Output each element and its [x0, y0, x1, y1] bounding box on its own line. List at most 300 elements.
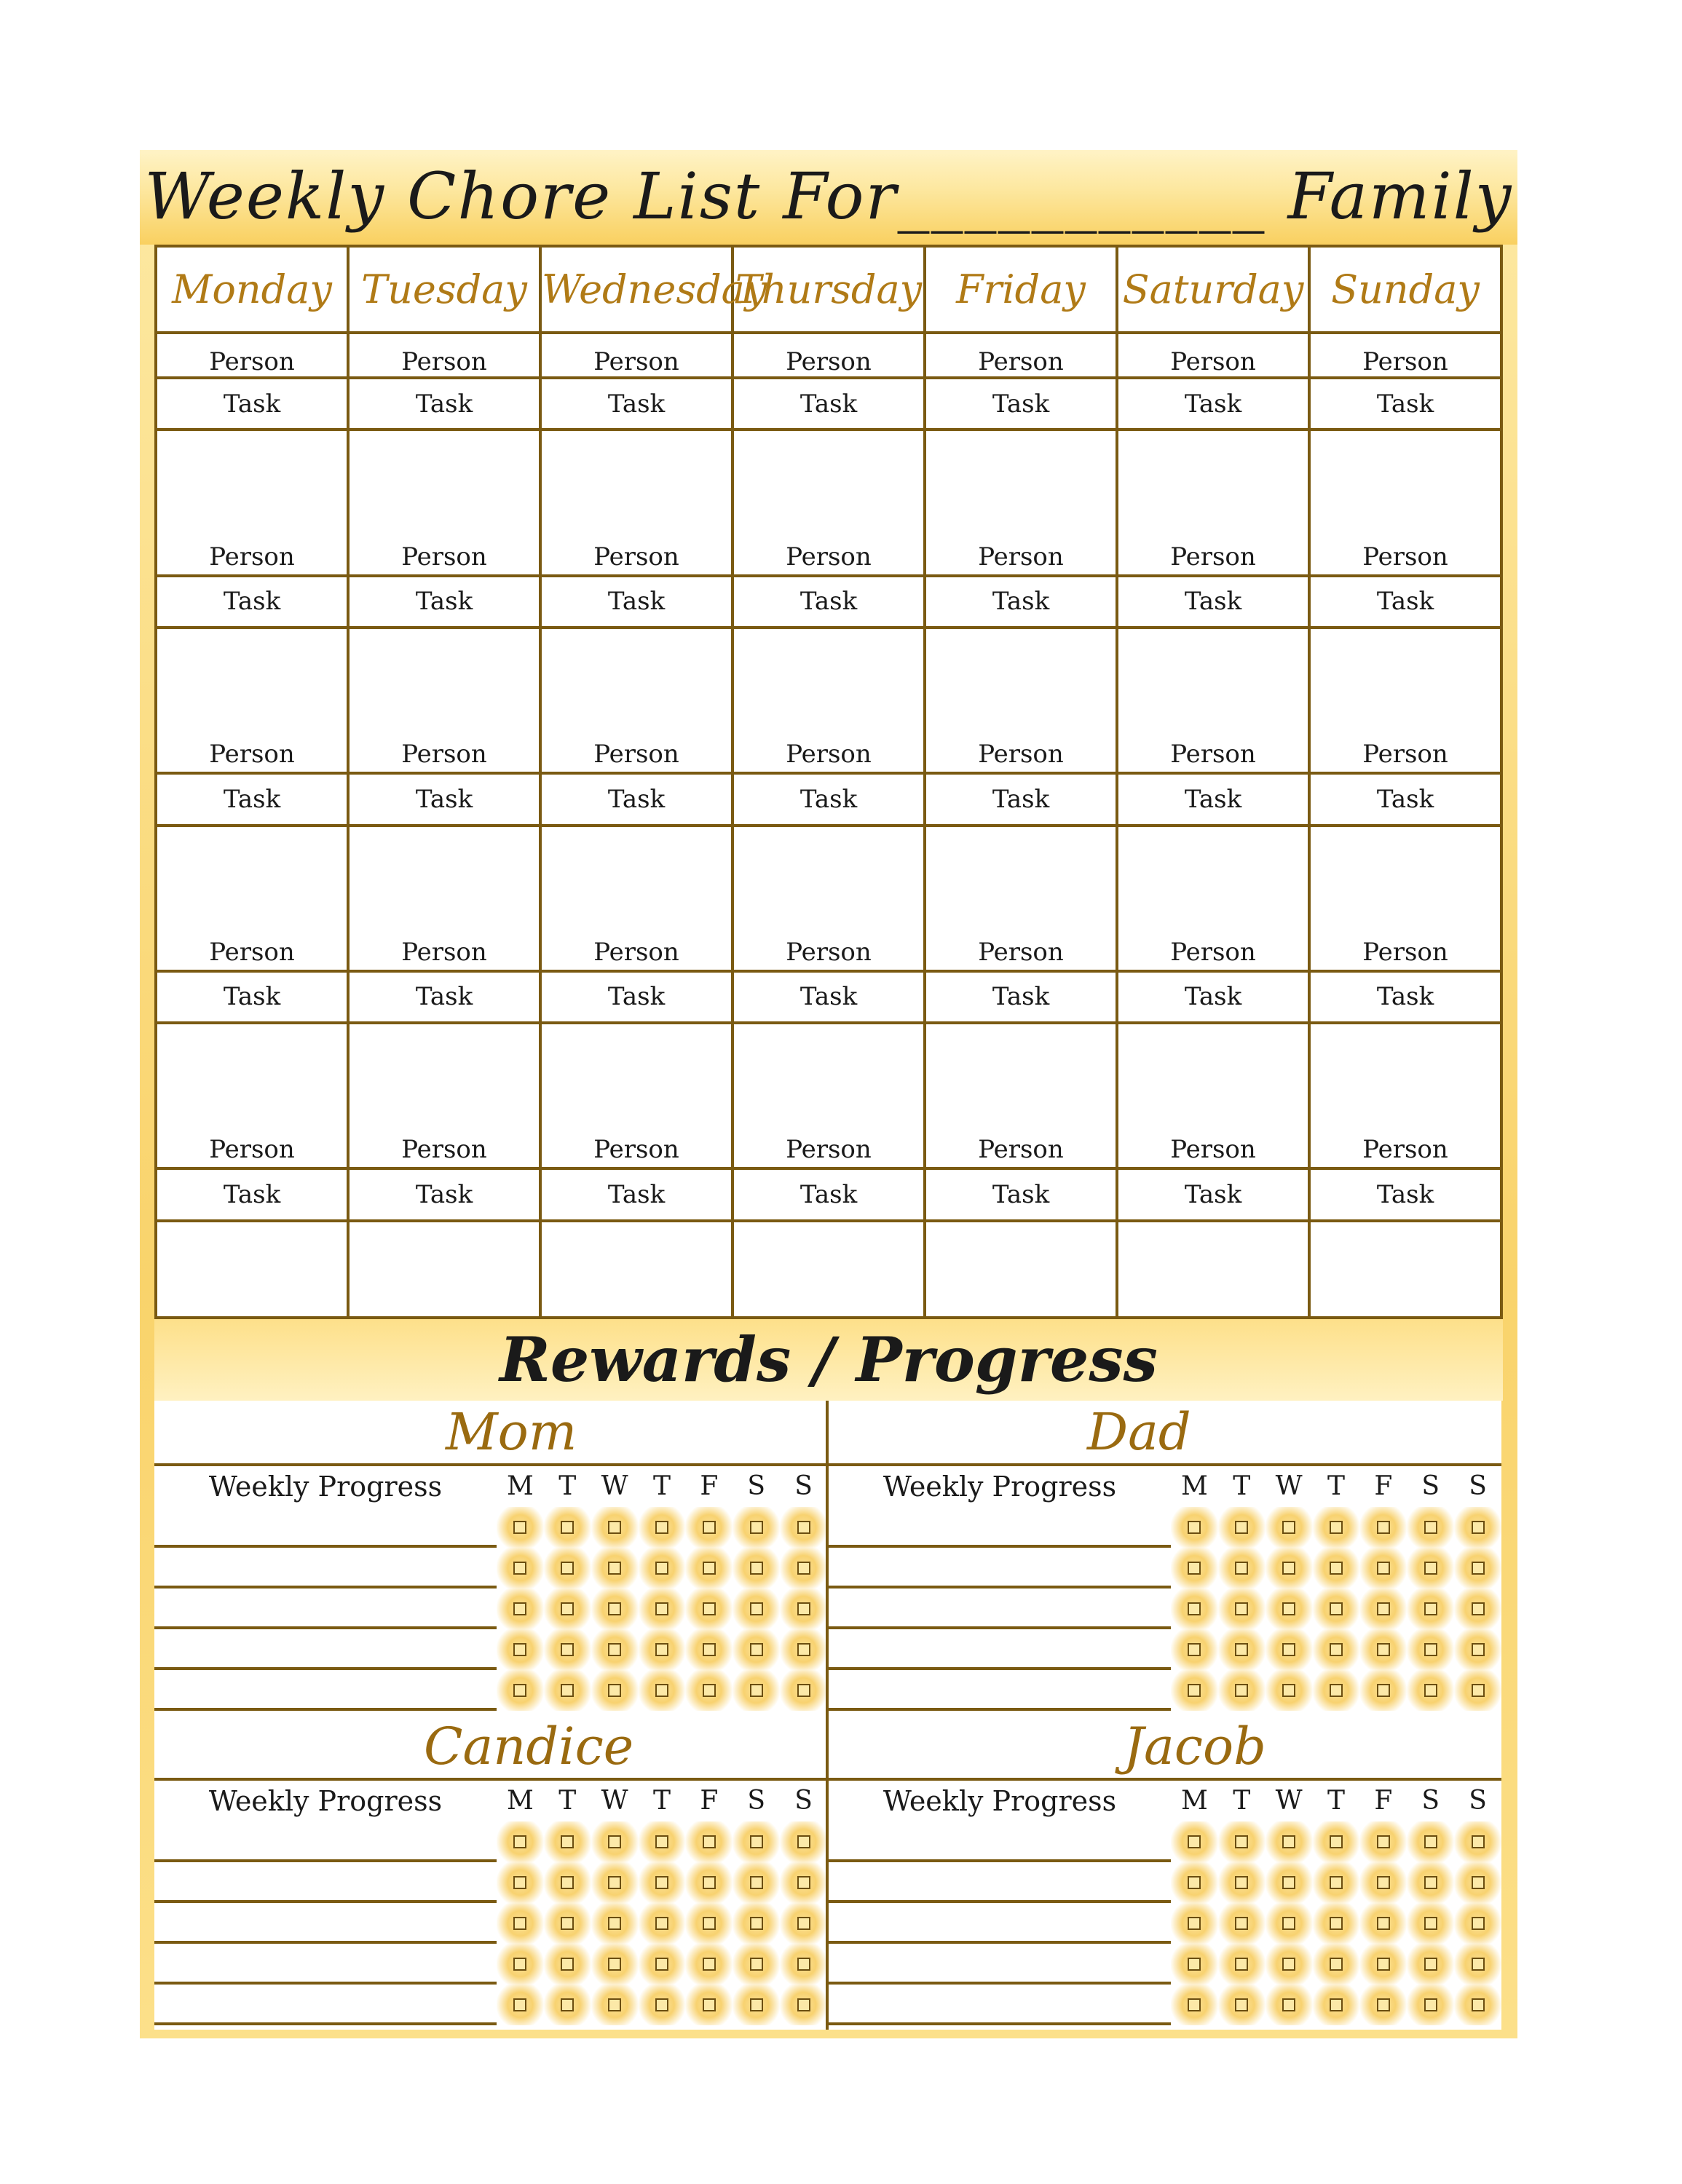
- checkbox[interactable]: [1282, 1562, 1295, 1575]
- checkbox[interactable]: [703, 1876, 716, 1889]
- checkbox-cell: [1407, 1507, 1454, 1548]
- write-in-line[interactable]: [154, 1588, 497, 1629]
- checkbox-cell: [780, 1670, 827, 1711]
- write-in-line[interactable]: [829, 1670, 1171, 1711]
- checkbox[interactable]: [655, 1643, 668, 1656]
- task-cell: Task: [1117, 576, 1309, 628]
- checkbox[interactable]: [1188, 1917, 1201, 1930]
- day-letter: S: [794, 1471, 813, 1501]
- day-header-sunday: Sunday: [1309, 246, 1501, 333]
- person-cell: Person: [1309, 826, 1501, 971]
- write-in-line[interactable]: [154, 1985, 497, 2025]
- checkbox-cell: [497, 1629, 544, 1670]
- checkbox[interactable]: [797, 1602, 810, 1615]
- checkbox[interactable]: [1282, 1876, 1295, 1889]
- write-in-line[interactable]: [829, 1548, 1171, 1588]
- checkbox[interactable]: [703, 1602, 716, 1615]
- checkbox[interactable]: [1188, 1562, 1201, 1575]
- checkbox-cell: [1454, 1507, 1501, 1548]
- progress-row: [154, 1821, 827, 1862]
- write-in-line[interactable]: [154, 1548, 497, 1588]
- day-letters: [1171, 1781, 1501, 1821]
- checkbox[interactable]: [1235, 1643, 1248, 1656]
- checkbox[interactable]: [561, 1602, 574, 1615]
- write-in-line[interactable]: [829, 1629, 1171, 1670]
- checkbox-cell: [544, 1507, 591, 1548]
- write-in-line[interactable]: [154, 1507, 497, 1548]
- checkbox-cell: [1359, 1548, 1407, 1588]
- person-cell: Person: [733, 430, 925, 575]
- checkbox[interactable]: [561, 1876, 574, 1889]
- checkbox[interactable]: [655, 1876, 668, 1889]
- person-cell: Person: [1117, 1023, 1309, 1168]
- checkbox[interactable]: [1472, 1835, 1485, 1848]
- task-cell: Task: [733, 971, 925, 1023]
- checkbox-cell: [1313, 1548, 1360, 1588]
- progress-row: [154, 1629, 827, 1670]
- checkbox-cell: [1218, 1588, 1266, 1629]
- task-cell: Task: [348, 576, 540, 628]
- checkbox[interactable]: [703, 1917, 716, 1930]
- checkbox-cell: [1266, 1903, 1313, 1944]
- weekly-progress-label: Weekly Progress: [883, 1785, 1117, 1817]
- checkbox[interactable]: [1377, 1562, 1390, 1575]
- checkbox[interactable]: [561, 1917, 574, 1930]
- checkbox-cell: [497, 1670, 544, 1711]
- checkbox-cell: [1218, 1862, 1266, 1903]
- write-in-line[interactable]: [829, 1821, 1171, 1862]
- checkbox-cell: [733, 1821, 780, 1862]
- checkbox-cell: [780, 1507, 827, 1548]
- checkbox[interactable]: [513, 1958, 526, 1971]
- checkbox-cell: [497, 1548, 544, 1588]
- day-header-friday: Friday: [925, 246, 1117, 333]
- progress-row: [829, 1629, 1501, 1670]
- checkbox[interactable]: [1282, 1958, 1295, 1971]
- checkbox-cell: [497, 1903, 544, 1944]
- checkbox[interactable]: [655, 1958, 668, 1971]
- checkbox-cell: [1266, 1944, 1313, 1985]
- empty-cell[interactable]: [348, 1221, 540, 1318]
- day-letter: T: [558, 1786, 577, 1816]
- checkbox[interactable]: [1377, 1602, 1390, 1615]
- progress-panel-dad: [829, 1401, 1501, 1715]
- person-cell: Person: [348, 430, 540, 575]
- checkbox[interactable]: [1235, 1917, 1248, 1930]
- checkbox[interactable]: [1472, 1876, 1485, 1889]
- checkbox[interactable]: [1424, 1562, 1437, 1575]
- checkbox[interactable]: [513, 1835, 526, 1848]
- checkbox[interactable]: [703, 1562, 716, 1575]
- write-in-line[interactable]: [154, 1821, 497, 1862]
- checkbox[interactable]: [655, 1835, 668, 1848]
- progress-row: [154, 1862, 827, 1903]
- empty-cell[interactable]: [156, 1221, 348, 1318]
- person-cell: Person: [733, 826, 925, 971]
- checkbox[interactable]: [1235, 1602, 1248, 1615]
- checkbox-cell: [1359, 1629, 1407, 1670]
- day-letter: M: [1180, 1471, 1208, 1501]
- task-cell: Task: [156, 378, 348, 430]
- person-cell: Person: [733, 1023, 925, 1168]
- day-letter: S: [747, 1471, 766, 1501]
- task-cell: Task: [540, 971, 733, 1023]
- checkbox[interactable]: [1472, 1684, 1485, 1697]
- checkbox[interactable]: [608, 1876, 621, 1889]
- task-cell: Task: [1309, 1168, 1501, 1220]
- checkbox[interactable]: [1377, 1521, 1390, 1534]
- checkbox[interactable]: [797, 1521, 810, 1534]
- day-letter: S: [794, 1786, 813, 1816]
- checkbox[interactable]: [513, 1602, 526, 1615]
- checkbox[interactable]: [1472, 1562, 1485, 1575]
- checkbox[interactable]: [513, 1684, 526, 1697]
- checkbox-cell: [639, 1903, 686, 1944]
- checkbox-cell: [780, 1629, 827, 1670]
- checkbox[interactable]: [608, 1684, 621, 1697]
- checkbox[interactable]: [1424, 1876, 1437, 1889]
- person-cell: Person: [1117, 826, 1309, 971]
- checkbox[interactable]: [1188, 1602, 1201, 1615]
- member-name: Jacob: [1124, 1717, 1266, 1776]
- checkbox-cell: [544, 1548, 591, 1588]
- checkbox[interactable]: [513, 1917, 526, 1930]
- task-cell: Task: [348, 378, 540, 430]
- checkbox[interactable]: [1424, 1958, 1437, 1971]
- day-letter: T: [1327, 1471, 1346, 1501]
- checkbox-cell: [1266, 1821, 1313, 1862]
- checkbox[interactable]: [1188, 1998, 1201, 2011]
- person-cell: Person: [540, 1023, 733, 1168]
- checkbox-cell: [1313, 1629, 1360, 1670]
- checkbox-cell: [780, 1862, 827, 1903]
- checkbox-cell: [685, 1588, 733, 1629]
- checkbox-cell: [685, 1670, 733, 1711]
- checkbox[interactable]: [561, 1958, 574, 1971]
- checkbox-cell: [497, 1821, 544, 1862]
- checkbox[interactable]: [1472, 1917, 1485, 1930]
- checkbox[interactable]: [1472, 1602, 1485, 1615]
- checkbox[interactable]: [703, 1998, 716, 2011]
- checkbox-cell: [1359, 1985, 1407, 2025]
- checkbox-cell: [1454, 1903, 1501, 1944]
- person-cell: Person: [156, 333, 348, 378]
- checkbox[interactable]: [750, 1643, 763, 1656]
- checkbox[interactable]: [561, 1998, 574, 2011]
- checkbox[interactable]: [1377, 1917, 1390, 1930]
- checkbox[interactable]: [1235, 1958, 1248, 1971]
- checkbox-cell: [780, 1985, 827, 2025]
- checkbox[interactable]: [703, 1835, 716, 1848]
- checkbox-cell: [1218, 1507, 1266, 1548]
- task-cell: Task: [925, 971, 1117, 1023]
- checkbox[interactable]: [1188, 1643, 1201, 1656]
- checkbox[interactable]: [750, 1876, 763, 1889]
- checkbox-cell: [1218, 1944, 1266, 1985]
- checkbox-cell: [685, 1629, 733, 1670]
- checkbox-cell: [1359, 1821, 1407, 1862]
- checkbox-cell: [1454, 1944, 1501, 1985]
- empty-cell[interactable]: [925, 1221, 1117, 1318]
- checkbox[interactable]: [703, 1684, 716, 1697]
- checkbox[interactable]: [1472, 1643, 1485, 1656]
- checkbox[interactable]: [1330, 1998, 1343, 2011]
- checkbox[interactable]: [1424, 1521, 1437, 1534]
- checkbox[interactable]: [1472, 1958, 1485, 1971]
- checkbox-cell: [1171, 1507, 1218, 1548]
- day-letter: S: [1421, 1786, 1440, 1816]
- task-cell: Task: [1309, 576, 1501, 628]
- checkbox[interactable]: [1330, 1521, 1343, 1534]
- checkbox-cell: [1171, 1548, 1218, 1588]
- checkbox[interactable]: [1188, 1521, 1201, 1534]
- checkbox-cell: [685, 1944, 733, 1985]
- checkbox[interactable]: [608, 1917, 621, 1930]
- write-in-line[interactable]: [154, 1862, 497, 1903]
- checkbox[interactable]: [1330, 1602, 1343, 1615]
- checkbox[interactable]: [1235, 1684, 1248, 1697]
- checkbox-cell: [591, 1548, 639, 1588]
- checkbox[interactable]: [1377, 1684, 1390, 1697]
- checkbox-cell: [639, 1548, 686, 1588]
- checkbox[interactable]: [1188, 1958, 1201, 1971]
- write-in-line[interactable]: [829, 1985, 1171, 2025]
- checkbox[interactable]: [1282, 1643, 1295, 1656]
- checkbox[interactable]: [608, 1998, 621, 2011]
- checkbox[interactable]: [655, 1998, 668, 2011]
- checkbox-cell: [733, 1903, 780, 1944]
- checkbox[interactable]: [750, 1835, 763, 1848]
- checkbox-cell: [1407, 1821, 1454, 1862]
- checkbox-cell: [544, 1629, 591, 1670]
- write-in-line[interactable]: [154, 1944, 497, 1985]
- checkbox[interactable]: [1330, 1917, 1343, 1930]
- person-cell: Person: [348, 826, 540, 971]
- progress-row: [154, 1944, 827, 1985]
- checkbox[interactable]: [750, 1684, 763, 1697]
- checkbox[interactable]: [1330, 1562, 1343, 1575]
- write-in-line[interactable]: [829, 1944, 1171, 1985]
- checkbox-cell: [1218, 1629, 1266, 1670]
- person-cell: Person: [1309, 1023, 1501, 1168]
- checkbox[interactable]: [1424, 1998, 1437, 2011]
- checkbox[interactable]: [608, 1835, 621, 1848]
- checkbox[interactable]: [703, 1521, 716, 1534]
- checkbox[interactable]: [561, 1562, 574, 1575]
- checkbox[interactable]: [1377, 1876, 1390, 1889]
- checkbox[interactable]: [655, 1521, 668, 1534]
- write-in-line[interactable]: [154, 1670, 497, 1711]
- progress-row: [154, 1548, 827, 1588]
- empty-cell[interactable]: [1309, 1221, 1501, 1318]
- checkbox-cell: [1266, 1862, 1313, 1903]
- rewards-title: Rewards / Progress: [500, 1324, 1158, 1396]
- person-cell: Person: [733, 628, 925, 773]
- checkbox[interactable]: [1377, 1958, 1390, 1971]
- checkbox[interactable]: [750, 1958, 763, 1971]
- checkbox[interactable]: [1235, 1876, 1248, 1889]
- day-letters: [1171, 1466, 1501, 1507]
- checkbox[interactable]: [750, 1917, 763, 1930]
- checkbox-cell: [591, 1629, 639, 1670]
- checkbox[interactable]: [561, 1835, 574, 1848]
- weekly-progress-label: Weekly Progress: [883, 1471, 1117, 1503]
- person-cell: Person: [156, 430, 348, 575]
- person-cell: Person: [156, 1023, 348, 1168]
- checkbox-cell: [1171, 1821, 1218, 1862]
- checkbox[interactable]: [1282, 1684, 1295, 1697]
- checkbox[interactable]: [1282, 1998, 1295, 2011]
- checkbox-cell: [591, 1821, 639, 1862]
- write-in-line[interactable]: [154, 1903, 497, 1944]
- write-in-line[interactable]: [829, 1588, 1171, 1629]
- checkbox[interactable]: [1235, 1562, 1248, 1575]
- checkbox[interactable]: [703, 1958, 716, 1971]
- checkbox[interactable]: [797, 1998, 810, 2011]
- checkbox[interactable]: [1235, 1521, 1248, 1534]
- write-in-line[interactable]: [829, 1507, 1171, 1548]
- checkbox[interactable]: [797, 1684, 810, 1697]
- task-cell: Task: [925, 773, 1117, 825]
- checkbox[interactable]: [797, 1835, 810, 1848]
- checkbox[interactable]: [1472, 1998, 1485, 2011]
- checkbox[interactable]: [513, 1562, 526, 1575]
- checkbox[interactable]: [1330, 1835, 1343, 1848]
- checkbox[interactable]: [1424, 1835, 1437, 1848]
- checkbox[interactable]: [1424, 1643, 1437, 1656]
- checkbox[interactable]: [1472, 1521, 1485, 1534]
- checkbox[interactable]: [797, 1876, 810, 1889]
- checkbox-cell: [1266, 1507, 1313, 1548]
- checkbox[interactable]: [608, 1643, 621, 1656]
- checkbox-cell: [1313, 1507, 1360, 1548]
- day-header-saturday: Saturday: [1117, 246, 1309, 333]
- day-letter: F: [1374, 1471, 1393, 1501]
- checkbox-cell: [497, 1507, 544, 1548]
- checkbox-cell: [591, 1944, 639, 1985]
- task-cell: Task: [1117, 378, 1309, 430]
- day-letter: S: [747, 1786, 766, 1816]
- checkbox[interactable]: [1377, 1643, 1390, 1656]
- checkbox-cell: [544, 1903, 591, 1944]
- day-letter: T: [653, 1786, 671, 1816]
- checkbox[interactable]: [703, 1643, 716, 1656]
- checkbox[interactable]: [561, 1643, 574, 1656]
- checkbox[interactable]: [1188, 1684, 1201, 1697]
- checkbox[interactable]: [1235, 1835, 1248, 1848]
- checkbox[interactable]: [1330, 1684, 1343, 1697]
- checkbox-cell: [685, 1903, 733, 1944]
- checkbox[interactable]: [513, 1998, 526, 2011]
- checkbox[interactable]: [655, 1562, 668, 1575]
- checkbox-cell: [1266, 1985, 1313, 2025]
- checkbox[interactable]: [1330, 1876, 1343, 1889]
- checkbox[interactable]: [797, 1917, 810, 1930]
- person-cell: Person: [348, 1023, 540, 1168]
- checkbox[interactable]: [1424, 1602, 1437, 1615]
- checkbox-cell: [1171, 1629, 1218, 1670]
- checkbox[interactable]: [1424, 1917, 1437, 1930]
- checkbox[interactable]: [1330, 1643, 1343, 1656]
- person-cell: Person: [1117, 628, 1309, 773]
- checkbox[interactable]: [1282, 1602, 1295, 1615]
- checkbox-cell: [1359, 1588, 1407, 1629]
- empty-cell[interactable]: [1117, 1221, 1309, 1318]
- checkbox-cell: [685, 1821, 733, 1862]
- weekly-progress-label: Weekly Progress: [208, 1471, 443, 1503]
- checkbox[interactable]: [1235, 1998, 1248, 2011]
- checkbox[interactable]: [1424, 1684, 1437, 1697]
- checkbox-cell: [1359, 1507, 1407, 1548]
- empty-cell[interactable]: [733, 1221, 925, 1318]
- checkbox[interactable]: [608, 1958, 621, 1971]
- checkbox-cell: [733, 1588, 780, 1629]
- task-cell: Task: [156, 576, 348, 628]
- progress-row: [829, 1548, 1501, 1588]
- checkbox-cell: [544, 1588, 591, 1629]
- checkbox-cell: [639, 1862, 686, 1903]
- checkbox[interactable]: [1377, 1835, 1390, 1848]
- checkbox[interactable]: [750, 1998, 763, 2011]
- checkbox-cell: [1218, 1670, 1266, 1711]
- person-cell: Person: [156, 826, 348, 971]
- checkbox[interactable]: [608, 1562, 621, 1575]
- checkbox-cell: [1407, 1629, 1454, 1670]
- checkbox[interactable]: [750, 1562, 763, 1575]
- checkbox[interactable]: [797, 1562, 810, 1575]
- empty-cell[interactable]: [540, 1221, 733, 1318]
- checkbox[interactable]: [561, 1684, 574, 1697]
- task-cell: Task: [1309, 971, 1501, 1023]
- checkbox-cell: [1313, 1903, 1360, 1944]
- checkbox-cell: [1407, 1548, 1454, 1588]
- write-in-line[interactable]: [829, 1903, 1171, 1944]
- day-letter: S: [1421, 1471, 1440, 1501]
- checkbox[interactable]: [1282, 1917, 1295, 1930]
- checkbox[interactable]: [1188, 1835, 1201, 1848]
- write-in-line[interactable]: [154, 1629, 497, 1670]
- checkbox-cell: [1359, 1903, 1407, 1944]
- progress-row: [154, 1903, 827, 1944]
- checkbox[interactable]: [1282, 1521, 1295, 1534]
- checkbox[interactable]: [561, 1521, 574, 1534]
- checkbox[interactable]: [1188, 1876, 1201, 1889]
- checkbox[interactable]: [513, 1643, 526, 1656]
- checkbox[interactable]: [797, 1643, 810, 1656]
- checkbox[interactable]: [655, 1684, 668, 1697]
- checkbox[interactable]: [655, 1917, 668, 1930]
- day-letter: F: [1374, 1786, 1393, 1816]
- checkbox-cell: [591, 1588, 639, 1629]
- checkbox[interactable]: [1330, 1958, 1343, 1971]
- person-cell: Person: [1309, 628, 1501, 773]
- checkbox[interactable]: [608, 1602, 621, 1615]
- person-cell: Person: [925, 430, 1117, 575]
- progress-row: [829, 1903, 1501, 1944]
- day-letters: [497, 1466, 827, 1507]
- checkbox[interactable]: [1377, 1998, 1390, 2011]
- checkbox[interactable]: [513, 1876, 526, 1889]
- checkbox[interactable]: [1282, 1835, 1295, 1848]
- checkbox[interactable]: [608, 1521, 621, 1534]
- write-in-line[interactable]: [829, 1862, 1171, 1903]
- checkbox[interactable]: [797, 1958, 810, 1971]
- checkbox[interactable]: [750, 1602, 763, 1615]
- weekly-progress-label: Weekly Progress: [208, 1785, 443, 1817]
- checkbox[interactable]: [750, 1521, 763, 1534]
- checkbox[interactable]: [513, 1521, 526, 1534]
- checkbox[interactable]: [655, 1602, 668, 1615]
